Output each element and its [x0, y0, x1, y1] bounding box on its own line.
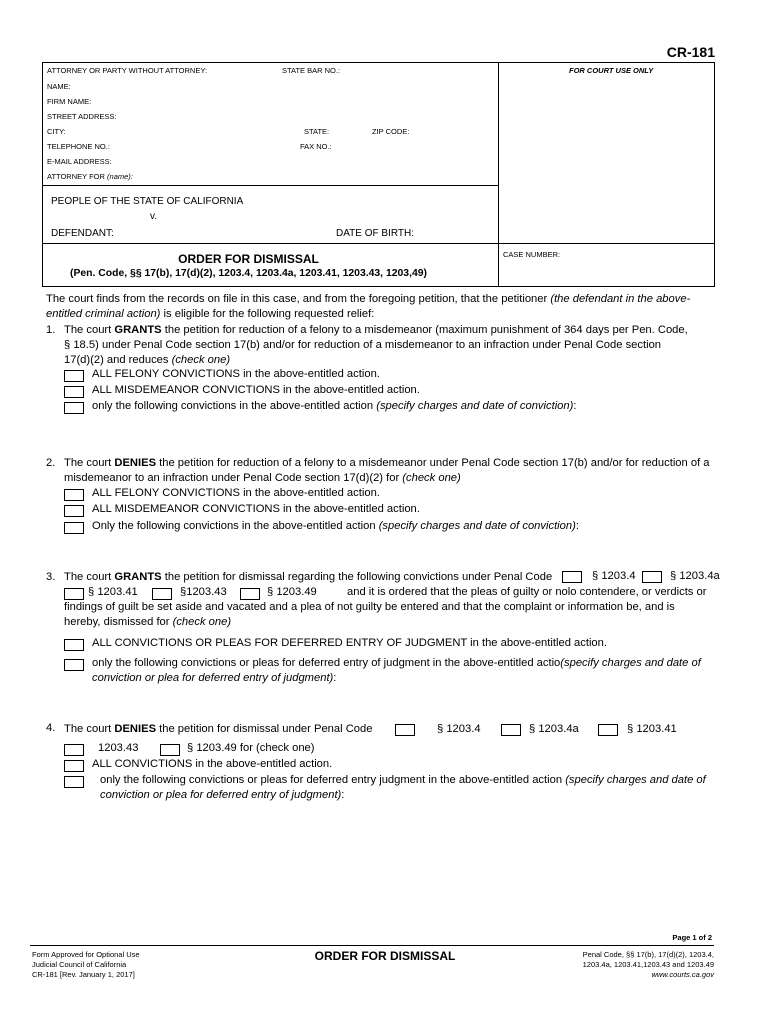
s4-all-convictions-checkbox[interactable]	[64, 760, 84, 772]
s4-1203-41-label: § 1203.41	[627, 723, 677, 735]
defendant-label: DEFENDANT:	[51, 228, 114, 239]
versus-label: v.	[150, 211, 158, 222]
s3-specific-label-1: only the following convictions or pleas for deferred entry of judgment in the above-entitled actio(specify charges and date of	[92, 657, 701, 669]
s3-1203-4-checkbox[interactable]	[562, 571, 582, 583]
case-number-label: CASE NUMBER:	[503, 250, 561, 259]
section-4-number: 4.	[46, 722, 56, 734]
s4-1203-4a-checkbox[interactable]	[501, 724, 521, 736]
section-3-line-1: The court GRANTS the petition for dismissal regarding the following convictions under Penal Code	[64, 571, 553, 583]
s3-1203-43-label: §1203.43	[180, 586, 227, 598]
s3-1203-4a-checkbox[interactable]	[642, 571, 662, 583]
section-1-number: 1.	[46, 324, 56, 336]
section-1-line-1: The court GRANTS the petition for reduction of a felony to a misdemeanor (maximum punishment of 364 days per Pen. Code,	[64, 324, 688, 336]
s4-1203-4-checkbox[interactable]	[395, 724, 415, 736]
section-2-line-1: The court DENIES the petition for reduction of a felony to a misdemeanor under Penal Code section 17(b) and/or for reduction of a	[64, 457, 710, 469]
s2-misdemeanor-checkbox[interactable]	[64, 505, 84, 517]
s3-1203-4-label: § 1203.4	[592, 570, 636, 582]
s3-all-convictions-checkbox[interactable]	[64, 639, 84, 651]
s4-specific-label-2: conviction or plea for deferred entry of judgment):	[100, 789, 345, 801]
firm-label: FIRM NAME:	[47, 97, 92, 106]
s4-1203-43-checkbox[interactable]	[64, 744, 84, 756]
s4-1203-4a-label: § 1203.4a	[529, 723, 579, 735]
s4-1203-41-checkbox[interactable]	[598, 724, 618, 736]
s2-felony-label: ALL FELONY CONVICTIONS in the above-entitled action.	[92, 487, 380, 499]
people-label: PEOPLE OF THE STATE OF CALIFORNIA	[51, 196, 244, 207]
order-subtitle: (Pen. Code, §§ 17(b), 17(d)(2), 1203.4, 1203.4a, 1203.41, 1203.43, 1203,49)	[70, 268, 427, 279]
footer-approved-2: Judicial Council of California	[32, 960, 127, 969]
s2-specific-checkbox[interactable]	[64, 522, 84, 534]
section-3-number: 3.	[46, 571, 56, 583]
s1-felony-label: ALL FELONY CONVICTIONS in the above-entitled action.	[92, 368, 380, 380]
s2-misdemeanor-label: ALL MISDEMEANOR CONVICTIONS in the above-entitled action.	[92, 503, 420, 515]
footer-website[interactable]: www.courts.ca.gov	[651, 970, 714, 979]
telephone-label: TELEPHONE NO.:	[47, 142, 110, 151]
s3-1203-49-checkbox[interactable]	[240, 588, 260, 600]
section-3-line-2-tail: and it is ordered that the pleas of guilty or nolo contendere, or verdicts or	[347, 586, 707, 598]
court-use-label: FOR COURT USE ONLY	[569, 66, 654, 75]
attorney-label: ATTORNEY OR PARTY WITHOUT ATTORNEY:	[47, 66, 208, 75]
city-label: CITY:	[47, 127, 66, 136]
s4-all-convictions-label: ALL CONVICTIONS in the above-entitled action.	[92, 758, 333, 770]
order-title: ORDER FOR DISMISSAL	[178, 252, 319, 266]
section-2-line-2: misdemeanor to an infraction under Penal Code section 17(d)(2) for (check one)	[64, 472, 461, 484]
page-number: Page 1 of 2	[672, 933, 712, 942]
s4-1203-4-label: § 1203.4	[437, 723, 481, 735]
s3-1203-41-label: § 1203.41	[88, 586, 138, 598]
s1-felony-checkbox[interactable]	[64, 370, 84, 382]
s1-misdemeanor-checkbox[interactable]	[64, 386, 84, 398]
name-label: NAME:	[47, 82, 71, 91]
s3-1203-49-label: § 1203.49	[267, 586, 317, 598]
s3-all-convictions-label: ALL CONVICTIONS OR PLEAS FOR DEFERRED ENTRY OF JUDGMENT in the above-entitled action.	[92, 637, 607, 649]
s1-specific-label: only the following convictions in the above-entitled action (specify charges and date of conviction):	[92, 400, 577, 412]
section-2-number: 2.	[46, 457, 56, 469]
s3-specific-checkbox[interactable]	[64, 659, 84, 671]
section-3-line-3: findings of guilt be set aside and vacated and a plea of not guilty be entered and that the complaint or information be, and is	[64, 601, 675, 613]
s4-1203-49-label: § 1203.49 for (check one)	[187, 742, 315, 754]
s2-felony-checkbox[interactable]	[64, 489, 84, 501]
s4-specific-checkbox[interactable]	[64, 776, 84, 788]
dob-label: DATE OF BIRTH:	[336, 228, 414, 239]
s2-specific-label: Only the following convictions in the above-entitled action (specify charges and date of conviction):	[92, 520, 579, 532]
s3-1203-43-checkbox[interactable]	[152, 588, 172, 600]
zip-label: ZIP CODE:	[372, 127, 410, 136]
s3-1203-4a-label: § 1203.4a	[670, 570, 720, 582]
s4-specific-label-1: only the following convictions or pleas for deferred entry judgment in the above-entitled action (specify charges and date of	[100, 774, 706, 786]
footer-codes-2: 1203.4a, 1203.41,1203.43 and 1203.49	[582, 960, 714, 969]
footer-codes-1: Penal Code, §§ 17(b), 17(d)(2), 1203.4,	[582, 950, 714, 959]
state-bar-label: STATE BAR NO.:	[282, 66, 341, 75]
footer-approved-3: CR-181 [Rev. January 1, 2017]	[32, 970, 135, 979]
s4-1203-49-checkbox[interactable]	[160, 744, 180, 756]
intro-line-2: entitled criminal action) is eligible for the following requested relief:	[46, 308, 375, 320]
email-label: E-MAIL ADDRESS:	[47, 157, 112, 166]
section-3-line-4: hereby, dismissed for (check one)	[64, 616, 232, 628]
s4-1203-43-label: 1203.43	[98, 742, 139, 754]
parties-divider	[43, 243, 714, 244]
court-use-divider	[498, 63, 499, 286]
form-number: CR-181	[666, 44, 715, 60]
s1-misdemeanor-label: ALL MISDEMEANOR CONVICTIONS in the above-entitled action.	[92, 384, 420, 396]
section-4-line-1: The court DENIES the petition for dismissal under Penal Code	[64, 723, 373, 735]
attorney-divider	[43, 185, 498, 186]
s3-1203-41-checkbox[interactable]	[64, 588, 84, 600]
footer-title: ORDER FOR DISMISSAL	[314, 949, 456, 963]
s3-specific-label-2: conviction or plea for deferred entry of judgment):	[92, 672, 337, 684]
attorney-for-label: ATTORNEY FOR (name):	[47, 172, 133, 181]
footer-approved-1: Form Approved for Optional Use	[32, 950, 140, 959]
section-1-line-2: § 18.5) under Penal Code section 17(b) and/or for reduction of a misdemeanor to an infraction under Penal Code section	[64, 339, 662, 351]
section-1-line-3: 17(d)(2) and reduces (check one)	[64, 354, 231, 366]
state-label: STATE:	[304, 127, 330, 136]
street-label: STREET ADDRESS:	[47, 112, 117, 121]
s1-specific-checkbox[interactable]	[64, 402, 84, 414]
footer-rule	[30, 945, 714, 946]
intro-line-1: The court finds from the records on file in this case, and from the foregoing petition, that the petitioner (the defendant in the above-	[46, 293, 691, 305]
fax-label: FAX NO.:	[300, 142, 332, 151]
